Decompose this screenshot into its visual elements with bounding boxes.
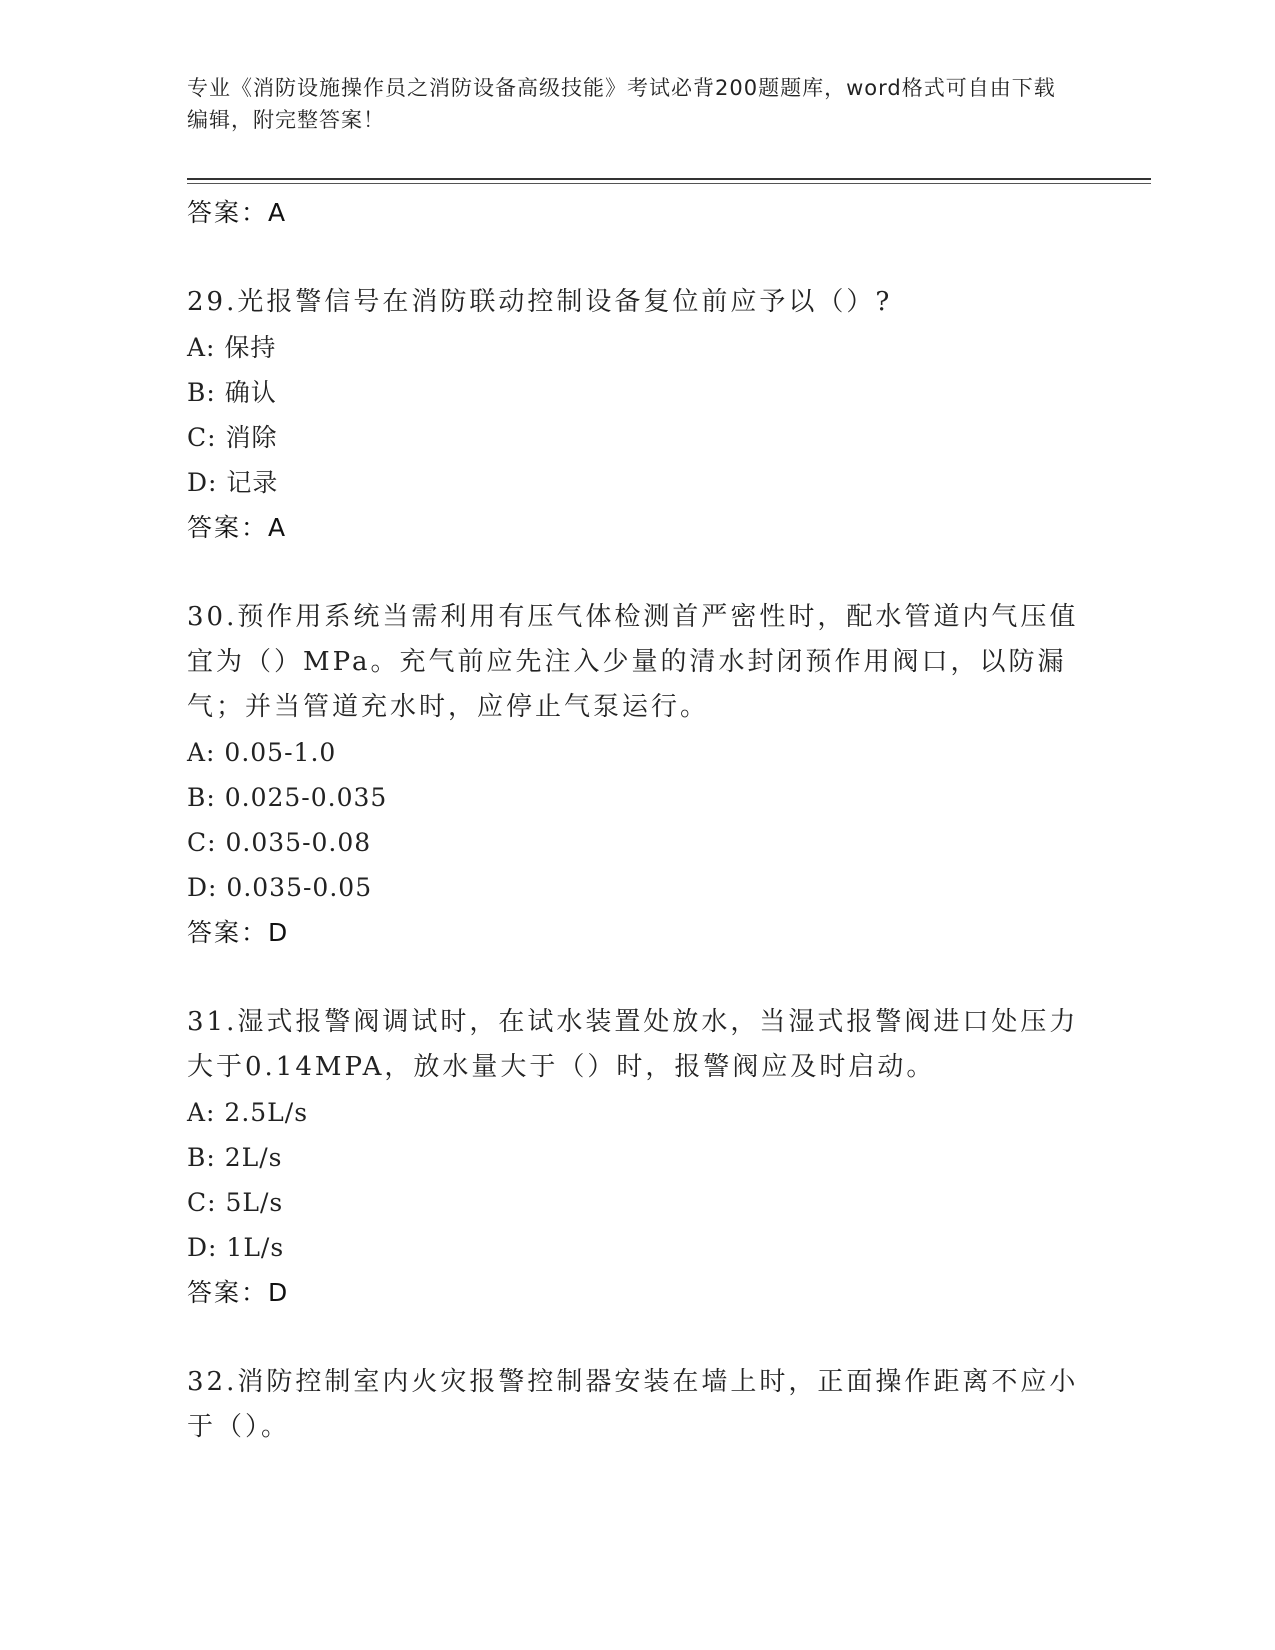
option-a: A: 保持 [187,333,277,362]
option-d: D: 0.035-0.05 [187,873,373,902]
answer-text: 答案：D [187,1278,290,1307]
option-c: C: 0.035-0.08 [187,828,372,857]
document-header: 专业《消防设施操作员之消防设备高级技能》考试必背200题题库，word格式可自由下载编辑，附完整答案！ [187,76,1056,132]
question-30 [187,595,1087,955]
answer-text: 答案：D [187,918,290,947]
question-text: 32.消防控制室内火灾报警控制器安装在墙上时，正面操作距离不应小于（）。 [187,1367,1079,1442]
header-divider [187,178,1151,180]
question-text: 29.光报警信号在消防联动控制设备复位前应予以（）? [187,287,893,317]
option-c: C: 5L/s [187,1188,284,1217]
option-b: B: 确认 [187,378,277,407]
option-a: A: 2.5L/s [187,1098,309,1127]
question-text: 31.湿式报警阀调试时，在试水装置处放水，当湿式报警阀进口处压力大于0.14MPA，放水量大于（）时，报警阀应及时启动。 [187,1007,1079,1082]
option-b: B: 2L/s [187,1143,283,1172]
header-divider-thin [187,183,1151,184]
question-31 [187,1000,1087,1315]
option-b: B: 0.025-0.035 [187,783,388,812]
option-d: D: 1L/s [187,1233,285,1262]
question-text: 30.预作用系统当需利用有压气体检测首严密性时，配水管道内气压值宜为（）MPa。充气前应先注入少量的清水封闭预作用阀口，以防漏气；并当管道充水时，应停止气泵运行。 [187,602,1079,722]
question-29 [187,280,1087,550]
option-d: D: 记录 [187,468,279,497]
answer-text: 答案：A [187,513,288,542]
question-list [187,190,1087,1450]
answer-text: 答案：A [187,198,288,227]
option-c: C: 消除 [187,423,278,452]
option-a: A: 0.05-1.0 [187,738,337,767]
question-32 [187,1360,1087,1450]
